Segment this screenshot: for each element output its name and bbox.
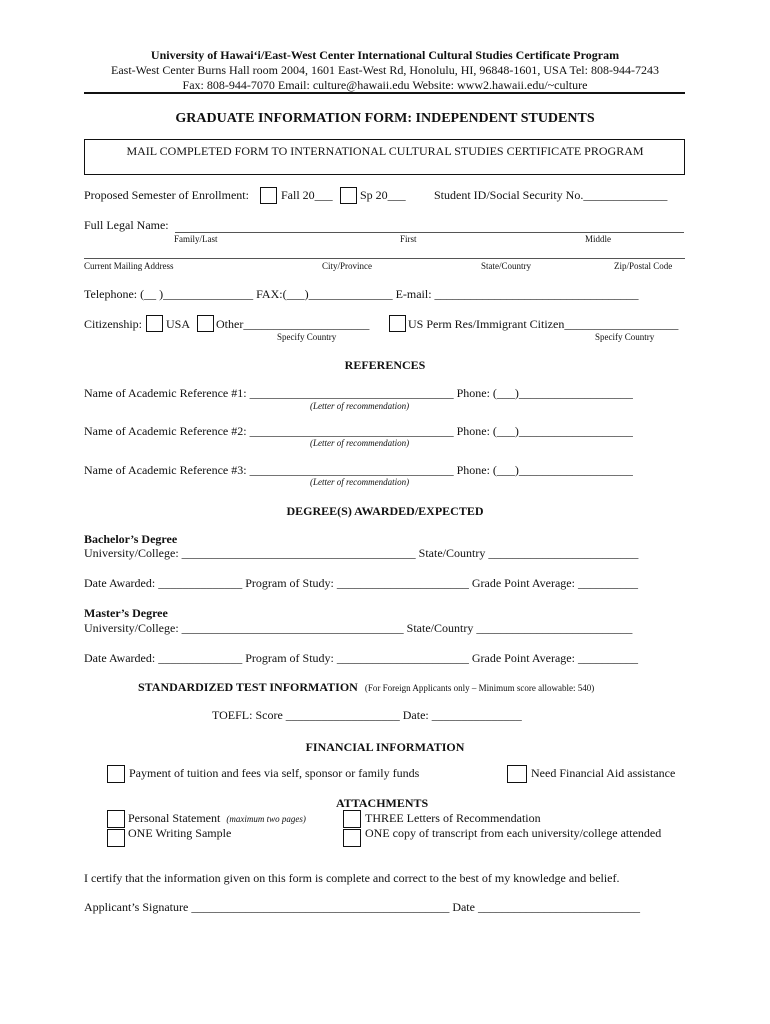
reference-3-note: (Letter of recommendation) <box>310 477 410 487</box>
reference-3-field[interactable]: Name of Academic Reference #3: __________________________________ Phone: (___)___________________ <box>84 463 633 477</box>
contact-fields[interactable]: Telephone: (__ )_______________ FAX:(___)______________ E-mail: __________________________________ <box>84 287 639 301</box>
references-heading: REFERENCES <box>344 358 426 372</box>
master-date-field[interactable]: Date Awarded: ______________ Program of Study: ______________________ Grade Point Average: __________ <box>84 651 638 665</box>
spring-label: Sp 20___ <box>360 188 406 202</box>
reference-2-field[interactable]: Name of Academic Reference #2: __________________________________ Phone: (___)___________________ <box>84 424 633 438</box>
spring-checkbox[interactable] <box>340 187 357 204</box>
attachments-heading: ATTACHMENTS <box>336 796 429 810</box>
usa-checkbox[interactable] <box>146 315 163 332</box>
letters-label: THREE Letters of Recommendation <box>365 811 541 825</box>
transcript-checkbox[interactable] <box>343 829 361 847</box>
perm-res-field[interactable]: US Perm Res/Immigrant Citizen___________________ <box>408 317 679 331</box>
personal-statement-row <box>128 811 306 826</box>
financial-aid-checkbox[interactable] <box>507 765 527 783</box>
certification-statement: I certify that the information given on this form is complete and correct to the best of my knowledge and belief. <box>84 871 620 885</box>
bachelor-date-field[interactable]: Date Awarded: ______________ Program of Study: ______________________ Grade Point Average: __________ <box>84 576 638 590</box>
test-note: (For Foreign Applicants only – Minimum score allowable: 540) <box>364 683 595 693</box>
zip-sublabel: Zip/Postal Code <box>614 261 673 271</box>
other-checkbox[interactable] <box>197 315 214 332</box>
family-sublabel: Family/Last <box>174 234 218 244</box>
mail-notice: MAIL COMPLETED FORM TO INTERNATIONAL CULTURAL STUDIES CERTIFICATE PROGRAM <box>126 144 644 158</box>
master-title: Master’s Degree <box>84 606 168 620</box>
master-university-field[interactable]: University/College: _____________________________________ State/Country __________________________ <box>84 621 633 635</box>
personal-statement-note: (maximum two pages) <box>226 814 306 824</box>
state-sublabel: State/Country <box>481 261 531 271</box>
address-line: East-West Center Burns Hall room 2004, 1601 East-West Rd, Honolulu, HI, 96848-1601, USA Tel: 808-944-7243 <box>111 63 659 77</box>
specify-country-2: Specify Country <box>595 332 655 342</box>
contact-line: Fax: 808-944-7070 Email: culture@hawaii.edu Website: www2.hawaii.edu/~culture <box>182 78 588 92</box>
fall-label: Fall 20___ <box>281 188 333 202</box>
self-funding-label: Payment of tuition and fees via self, sponsor or family funds <box>129 766 420 780</box>
test-heading: STANDARDIZED TEST INFORMATION <box>138 680 358 694</box>
personal-statement-label: Personal Statement <box>128 811 221 825</box>
citizenship-label: Citizenship: <box>84 317 142 331</box>
financial-heading: FINANCIAL INFORMATION <box>305 740 465 754</box>
financial-aid-label: Need Financial Aid assistance <box>531 766 676 780</box>
transcript-label: ONE copy of transcript from each university/college attended <box>365 826 662 840</box>
signature-date-field[interactable]: Applicant’s Signature ___________________________________________ Date ___________________________ <box>84 900 640 914</box>
mailing-sublabel: Current Mailing Address <box>84 261 174 271</box>
semester-label: Proposed Semester of Enrollment: <box>84 188 249 202</box>
specify-country-1: Specify Country <box>277 332 337 342</box>
personal-statement-checkbox[interactable] <box>107 810 125 828</box>
program-title: University of Hawai‘i/East-West Center International Cultural Studies Certificate Program <box>150 48 620 62</box>
full-name-label: Full Legal Name: <box>84 218 169 232</box>
address-field[interactable] <box>84 258 685 259</box>
other-field[interactable]: Other_____________________ <box>216 317 370 331</box>
writing-sample-checkbox[interactable] <box>107 829 125 847</box>
reference-1-field[interactable]: Name of Academic Reference #1: __________________________________ Phone: (___)___________________ <box>84 386 633 400</box>
form-title: GRADUATE INFORMATION FORM: INDEPENDENT STUDENTS <box>175 111 595 126</box>
letters-checkbox[interactable] <box>343 810 361 828</box>
usa-label: USA <box>166 317 191 331</box>
middle-sublabel: Middle <box>585 234 611 244</box>
full-name-field[interactable] <box>175 232 684 233</box>
city-sublabel: City/Province <box>322 261 372 271</box>
reference-1-note: (Letter of recommendation) <box>310 401 410 411</box>
header-rule <box>84 92 685 94</box>
bachelor-title: Bachelor’s Degree <box>84 532 178 546</box>
reference-2-note: (Letter of recommendation) <box>310 438 410 448</box>
self-funding-checkbox[interactable] <box>107 765 125 783</box>
fall-checkbox[interactable] <box>260 187 277 204</box>
student-id-field[interactable]: Student ID/Social Security No.______________ <box>434 188 668 202</box>
test-heading-row <box>138 680 594 695</box>
bachelor-university-field[interactable]: University/College: _______________________________________ State/Country _________________________ <box>84 546 639 560</box>
toefl-field[interactable]: TOEFL: Score ___________________ Date: _______________ <box>212 708 522 722</box>
perm-res-checkbox[interactable] <box>389 315 406 332</box>
first-sublabel: First <box>400 234 417 244</box>
degrees-heading: DEGREE(S) AWARDED/EXPECTED <box>286 504 484 518</box>
writing-sample-label: ONE Writing Sample <box>128 826 232 840</box>
